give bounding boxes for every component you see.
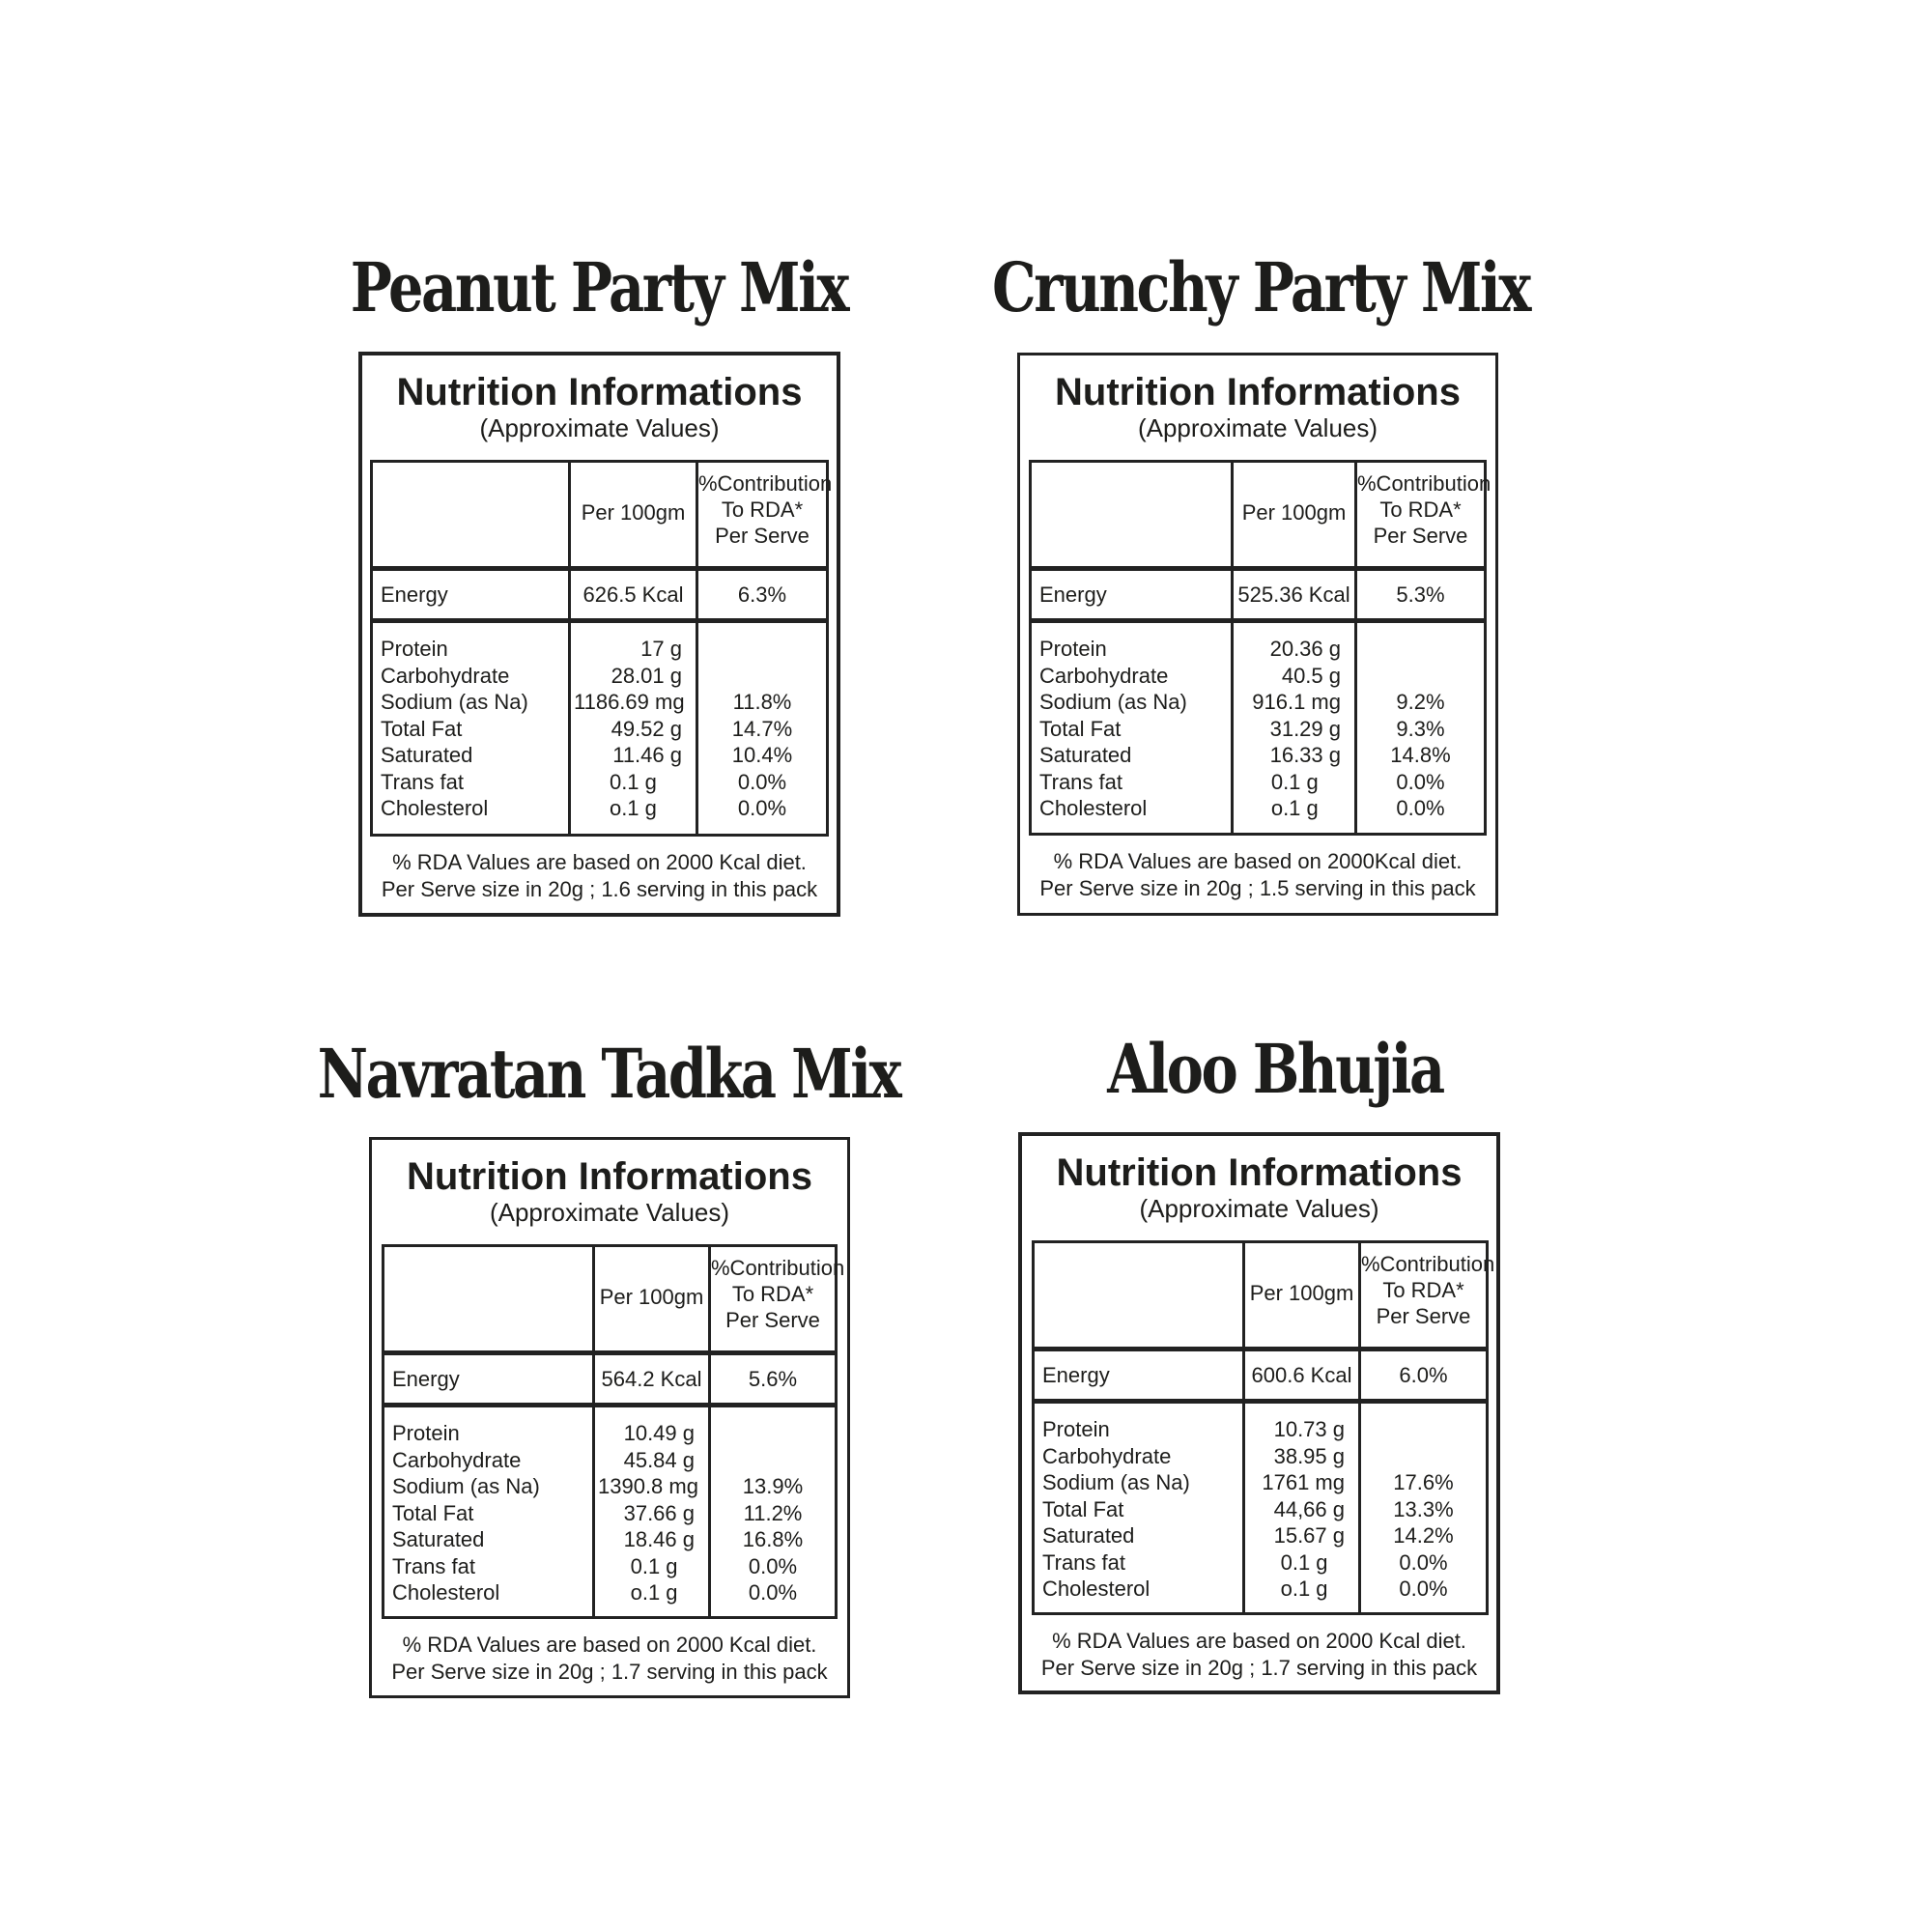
nutrition-box-title: Nutrition Informations	[1055, 371, 1461, 413]
nutrition-box	[358, 352, 840, 917]
nutrient-rda: 14.2%	[1393, 1523, 1454, 1548]
nutrient-rda-values	[1361, 1416, 1486, 1603]
rda-header-line: %Contribution	[1361, 1252, 1495, 1276]
nutrient-rda: 0.0%	[737, 769, 787, 794]
nutrient-value: 49.52 g	[611, 716, 682, 741]
column-header-rda	[1361, 1251, 1495, 1329]
product-title: Navratan Tadka Mix	[317, 1034, 900, 1114]
nutrition-table	[1032, 1240, 1495, 1615]
nutrient-label: Total Fat	[381, 716, 463, 741]
nutrient-value: 0.1 g	[630, 1553, 678, 1578]
nutrient-label: Cholesterol	[1039, 796, 1148, 820]
nutrient-rda: 9.3%	[1396, 716, 1445, 741]
nutrition-box-title: Nutrition Informations	[1056, 1151, 1463, 1194]
nutrient-rda: 9.2%	[1396, 690, 1445, 714]
nutrient-rda	[1357, 663, 1484, 690]
product-title: Crunchy Party Mix	[991, 247, 1530, 327]
nutrient-rda: 0.0%	[748, 1580, 798, 1605]
nutrition-box-subtitle: (Approximate Values)	[1139, 1194, 1379, 1223]
rda-footnote	[372, 1632, 847, 1686]
nutrition-table	[1029, 460, 1492, 836]
energy-rda: 5.6%	[748, 1367, 798, 1391]
rda-header-line: To RDA*	[1379, 497, 1462, 522]
nutrient-value: 15.67 g	[1273, 1523, 1345, 1548]
nutrition-box-subtitle: (Approximate Values)	[1137, 413, 1378, 442]
energy-divider	[384, 1403, 835, 1407]
nutrient-label: Protein	[1042, 1417, 1110, 1441]
nutrient-rda: 0.0%	[1399, 1549, 1448, 1575]
nutrient-label: Sodium (as Na)	[1039, 690, 1187, 714]
footnote-line: % RDA Values are based on 2000 Kcal diet.	[402, 1633, 817, 1657]
nutrient-labels	[1039, 636, 1227, 822]
header-divider	[384, 1350, 835, 1355]
footnote-line: Per Serve size in 20g ; 1.6 serving in this pack	[381, 877, 818, 901]
nutrient-rda: 14.8%	[1390, 743, 1451, 767]
nutrient-label: Total Fat	[1039, 716, 1122, 741]
nutrient-value: 17 g	[640, 637, 682, 661]
nutrient-value: o.1 g	[1280, 1577, 1328, 1601]
nutrient-rda: 13.3%	[1393, 1496, 1454, 1521]
nutrient-rda: 10.4%	[731, 743, 793, 767]
nutrient-value: o.1 g	[630, 1580, 678, 1605]
nutrient-label: Carbohydrate	[1042, 1443, 1172, 1468]
nutrient-value: 1186.69 mg	[574, 690, 685, 714]
rda-header-line: %Contribution	[1357, 471, 1492, 496]
nutrient-label: Protein	[1039, 637, 1107, 661]
energy-label: Energy	[392, 1367, 460, 1391]
footnote-line: Per Serve size in 20g ; 1.5 serving in this pack	[1039, 876, 1476, 900]
footnote-line: % RDA Values are based on 2000 Kcal diet.	[392, 850, 807, 874]
nutrient-label: Sodium (as Na)	[1042, 1470, 1190, 1494]
rda-header-line: To RDA*	[721, 497, 804, 522]
nutrient-rda: 0.0%	[1399, 1577, 1448, 1601]
nutrient-rda: 14.7%	[731, 716, 793, 741]
nutrient-rda: 11.2%	[743, 1500, 803, 1525]
column-header-per-100gm: Per 100gm	[599, 1285, 704, 1309]
nutrition-box	[1018, 1132, 1500, 1694]
rda-header-line: Per Serve	[1373, 524, 1468, 548]
rda-header-line: To RDA*	[1382, 1278, 1464, 1302]
nutrient-per-100gm-values	[574, 636, 685, 822]
column-header-rda	[711, 1255, 845, 1333]
nutrition-table	[382, 1244, 845, 1619]
column-header-per-100gm: Per 100gm	[581, 500, 686, 525]
nutrient-per-100gm-values	[1236, 636, 1341, 822]
nutrient-rda-values	[1357, 636, 1484, 822]
nutrient-value: 18.46 g	[623, 1527, 695, 1551]
nutrient-label: Trans fat	[1042, 1549, 1125, 1575]
nutrient-label: Carbohydrate	[381, 663, 510, 688]
nutrient-label: Cholesterol	[1042, 1577, 1151, 1601]
energy-label: Energy	[1039, 582, 1107, 607]
nutrient-value: 0.1 g	[609, 769, 657, 794]
nutrient-label: Trans fat	[1039, 769, 1122, 794]
nutrient-label: Carbohydrate	[392, 1447, 522, 1472]
nutrient-rda: 16.8%	[742, 1527, 804, 1551]
nutrient-value: 1390.8 mg	[598, 1474, 698, 1498]
energy-rda: 5.3%	[1396, 582, 1445, 607]
footnote-line: % RDA Values are based on 2000Kcal diet.	[1053, 849, 1463, 873]
nutrient-label: Saturated	[381, 743, 473, 767]
footnote-line: Per Serve size in 20g ; 1.7 serving in this pack	[1040, 1656, 1478, 1680]
nutrient-value: 44,66 g	[1273, 1496, 1345, 1521]
nutrient-rda	[711, 1447, 835, 1474]
nutrition-box	[1017, 353, 1498, 916]
nutrient-label: Saturated	[392, 1527, 485, 1551]
nutrient-value: 31.29 g	[1269, 716, 1341, 741]
energy-per-100gm: 626.5 Kcal	[582, 582, 684, 607]
energy-rda: 6.0%	[1399, 1363, 1448, 1387]
nutrient-rda-values	[711, 1420, 835, 1606]
nutrient-rda	[1361, 1443, 1486, 1470]
nutrient-per-100gm-values	[1248, 1416, 1345, 1603]
nutrient-rda: 17.6%	[1393, 1470, 1454, 1494]
nutrient-value: 1761 mg	[1262, 1470, 1345, 1494]
nutrient-value: 11.46 g	[612, 743, 682, 767]
nutrient-rda	[698, 663, 826, 690]
nutrient-value: 40.5 g	[1281, 663, 1341, 688]
nutrient-rda	[711, 1420, 835, 1447]
energy-rda: 6.3%	[737, 582, 787, 607]
nutrient-label: Sodium (as Na)	[381, 690, 528, 714]
nutrient-value: 45.84 g	[623, 1447, 695, 1472]
nutrient-label: Saturated	[1042, 1523, 1135, 1548]
product-title: Aloo Bhujia	[1107, 1029, 1443, 1109]
nutrient-rda: 0.0%	[1396, 769, 1445, 794]
rda-footnote	[1020, 848, 1495, 902]
energy-divider	[373, 618, 826, 623]
nutrient-label: Protein	[392, 1421, 460, 1445]
rda-header-line: Per Serve	[715, 524, 810, 548]
header-divider	[1035, 1347, 1486, 1351]
rda-header-line: Per Serve	[725, 1308, 820, 1332]
rda-header-line: %Contribution	[698, 471, 833, 496]
column-header-per-100gm: Per 100gm	[1249, 1281, 1354, 1305]
rda-header-line: %Contribution	[711, 1256, 845, 1280]
rda-header-line: Per Serve	[1376, 1304, 1471, 1328]
nutrient-labels	[392, 1420, 588, 1606]
nutrient-value: 0.1 g	[1280, 1549, 1328, 1575]
nutrient-label: Total Fat	[1042, 1496, 1124, 1521]
nutrient-value: 916.1 mg	[1252, 690, 1341, 714]
rda-header-line: To RDA*	[731, 1282, 814, 1306]
nutrient-rda: 0.0%	[1396, 796, 1445, 820]
nutrient-value: o.1 g	[1270, 796, 1319, 820]
nutrition-box-title: Nutrition Informations	[396, 371, 803, 413]
energy-divider	[1035, 1399, 1486, 1404]
nutrition-box-title: Nutrition Informations	[407, 1155, 812, 1198]
nutrient-value: 28.01 g	[611, 663, 682, 688]
nutrient-rda	[1357, 636, 1484, 663]
nutrition-box	[369, 1137, 850, 1698]
nutrient-value: 16.33 g	[1269, 743, 1341, 767]
nutrient-value: 10.49 g	[623, 1421, 695, 1445]
nutrient-label: Carbohydrate	[1039, 663, 1169, 688]
footnote-line: Per Serve size in 20g ; 1.7 serving in this pack	[391, 1660, 828, 1684]
nutrient-value: 10.73 g	[1273, 1417, 1345, 1441]
nutrient-label: Saturated	[1039, 743, 1132, 767]
energy-label: Energy	[1042, 1363, 1110, 1387]
footnote-line: % RDA Values are based on 2000 Kcal diet.	[1052, 1629, 1466, 1653]
nutrient-rda	[698, 636, 826, 663]
nutrient-value: 0.1 g	[1270, 769, 1319, 794]
nutrition-box-subtitle: (Approximate Values)	[479, 413, 720, 442]
energy-per-100gm: 525.36 Kcal	[1237, 582, 1350, 607]
energy-label: Energy	[381, 582, 448, 607]
nutrient-labels	[1042, 1416, 1238, 1603]
rda-footnote	[362, 849, 837, 903]
nutrition-table	[370, 460, 833, 837]
nutrient-value: 20.36 g	[1269, 637, 1341, 661]
nutrient-label: Sodium (as Na)	[392, 1474, 540, 1498]
nutrient-label: Protein	[381, 637, 448, 661]
energy-divider	[1032, 618, 1484, 623]
header-divider	[373, 566, 826, 571]
nutrient-per-100gm-values	[598, 1420, 698, 1606]
nutrient-rda: 13.9%	[742, 1474, 804, 1498]
nutrient-label: Cholesterol	[381, 796, 489, 820]
header-divider	[1032, 566, 1484, 571]
nutrient-label: Cholesterol	[392, 1580, 500, 1605]
column-header-per-100gm: Per 100gm	[1241, 500, 1347, 525]
column-header-rda	[1357, 470, 1492, 549]
nutrient-rda: 11.8%	[732, 690, 792, 714]
rda-footnote	[1022, 1628, 1496, 1682]
nutrient-rda: 0.0%	[737, 796, 787, 820]
column-header-rda	[698, 470, 833, 549]
nutrient-value: 37.66 g	[623, 1500, 695, 1525]
nutrient-rda: 0.0%	[748, 1553, 798, 1578]
nutrition-box-subtitle: (Approximate Values)	[489, 1198, 730, 1227]
nutrient-rda-values	[698, 636, 826, 822]
nutrient-label: Trans fat	[392, 1553, 475, 1578]
nutrient-label: Total Fat	[392, 1500, 474, 1525]
energy-per-100gm: 600.6 Kcal	[1251, 1363, 1352, 1387]
nutrient-value: 38.95 g	[1273, 1443, 1345, 1468]
nutrient-labels	[381, 636, 564, 822]
nutrient-rda	[1361, 1416, 1486, 1443]
energy-per-100gm: 564.2 Kcal	[601, 1367, 702, 1391]
nutrient-value: o.1 g	[609, 796, 657, 820]
product-title: Peanut Party Mix	[350, 247, 848, 327]
nutrient-label: Trans fat	[381, 769, 464, 794]
